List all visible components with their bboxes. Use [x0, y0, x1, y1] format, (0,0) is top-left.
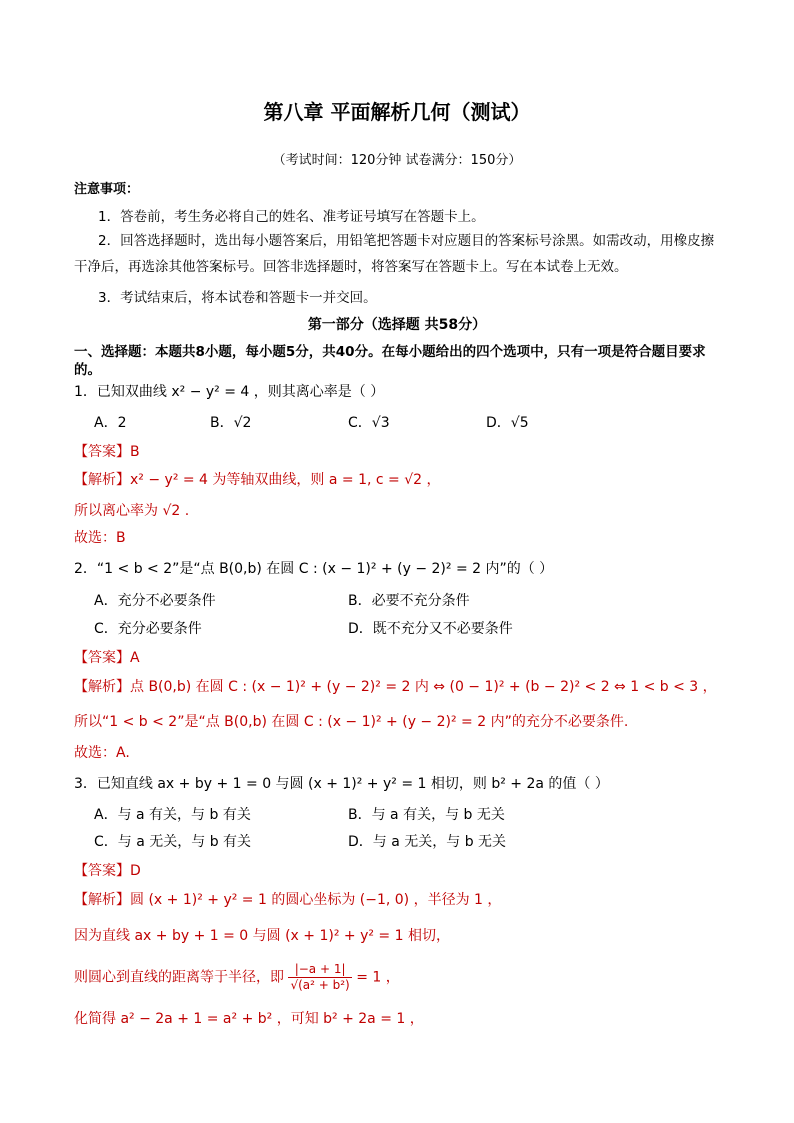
q1-option-b: B．√2 — [210, 415, 252, 431]
q2-analysis-line-2: 所以“1 < b < 2”是“点 B(0,b) 在圆 C : (x − 1)² + (y − 2)² = 2 内”的充分不必要条件. — [74, 714, 629, 730]
notice-item-3: 3．考试结束后，将本试卷和答题卡一并交回。 — [98, 290, 377, 306]
q3-analysis-line-3 — [74, 962, 400, 993]
question-2-stem: 2．“1 < b < 2”是“点 B(0,b) 在圆 C : (x − 1)² + (y − 2)² = 2 内”的（ ） — [74, 561, 554, 577]
exam-info: （考试时间：120分钟 试卷满分：150分） — [272, 153, 522, 168]
q2-analysis-line-3: 故选：A. — [74, 745, 130, 761]
q1-option-d: D．√5 — [486, 415, 529, 431]
notice-item-2: 2．回答选择题时，选出每小题答案后，用铅笔把答题卡对应题目的答案标号涂黑。如需改动，用橡皮擦干净后，再选涂其他答案标号。回答非选择题时，将答案写在答题卡上。写在本试卷上无效。 — [74, 233, 715, 275]
fraction-denominator: √(a² + b²) — [290, 978, 350, 992]
question-1-stem: 1．已知双曲线 x² − y² = 4 ，则其离心率是（ ） — [74, 384, 385, 400]
notice-heading: 注意事项： — [74, 182, 140, 197]
distance-fraction — [288, 962, 351, 993]
fraction-equals: = 1 ， — [356, 969, 400, 986]
q2-option-c: C．充分必要条件 — [94, 621, 202, 637]
q3-option-c: C．与 a 无关，与 b 有关 — [94, 834, 252, 850]
q1-analysis-line-3: 故选：B — [74, 530, 126, 546]
q3-answer: 【答案】D — [74, 863, 141, 879]
q1-option-a: A．2 — [94, 415, 127, 431]
q3-analysis-line-1: 【解析】圆 (x + 1)² + y² = 1 的圆心坐标为 (−1, 0) ，半径为 1 ， — [74, 892, 502, 908]
part-heading: 一、选择题：本题共8小题，每小题5分，共40分。在每小题给出的四个选项中，只有一项是符合题目要求的。 — [74, 344, 706, 378]
q2-analysis-line-1: 【解析】点 B(0,b) 在圆 C : (x − 1)² + (y − 2)² = 2 内 ⇔ (0 − 1)² + (b − 2)² < 2 ⇔ 1 < b < 3 ， — [74, 679, 717, 695]
q3-analysis-line-3-text: 则圆心到直线的距离等于半径，即 — [74, 969, 284, 986]
q3-option-a: A．与 a 有关，与 b 有关 — [94, 807, 251, 823]
q3-option-b: B．与 a 有关，与 b 无关 — [348, 807, 505, 823]
q3-analysis-line-2: 因为直线 ax + by + 1 = 0 与圆 (x + 1)² + y² = 1 相切， — [74, 928, 450, 944]
q1-option-c: C．√3 — [348, 415, 390, 431]
q1-answer: 【答案】B — [74, 444, 140, 460]
fraction-numerator: |−a + 1| — [288, 962, 351, 978]
q1-analysis-line-1: 【解析】x² − y² = 4 为等轴双曲线，则 a = 1, c = √2 ， — [74, 472, 441, 488]
page-title: 第八章 平面解析几何（测试） — [263, 100, 531, 124]
question-3-stem: 3．已知直线 ax + by + 1 = 0 与圆 (x + 1)² + y² = 1 相切，则 b² + 2a 的值（ ） — [74, 776, 609, 792]
q3-option-d: D．与 a 无关，与 b 无关 — [348, 834, 507, 850]
q3-analysis-line-4: 化简得 a² − 2a + 1 = a² + b² ，可知 b² + 2a = 1 ， — [74, 1011, 424, 1027]
q2-option-b: B．必要不充分条件 — [348, 593, 470, 609]
q1-analysis-line-2: 所以离心率为 √2 . — [74, 503, 190, 519]
q2-option-d: D．既不充分又不必要条件 — [348, 621, 513, 637]
q2-answer: 【答案】A — [74, 650, 140, 666]
notice-item-1: 1．答卷前，考生务必将自己的姓名、准考证号填写在答题卡上。 — [98, 209, 485, 225]
section-title: 第一部分（选择题 共58分） — [307, 317, 487, 333]
q2-option-a: A．充分不必要条件 — [94, 593, 216, 609]
